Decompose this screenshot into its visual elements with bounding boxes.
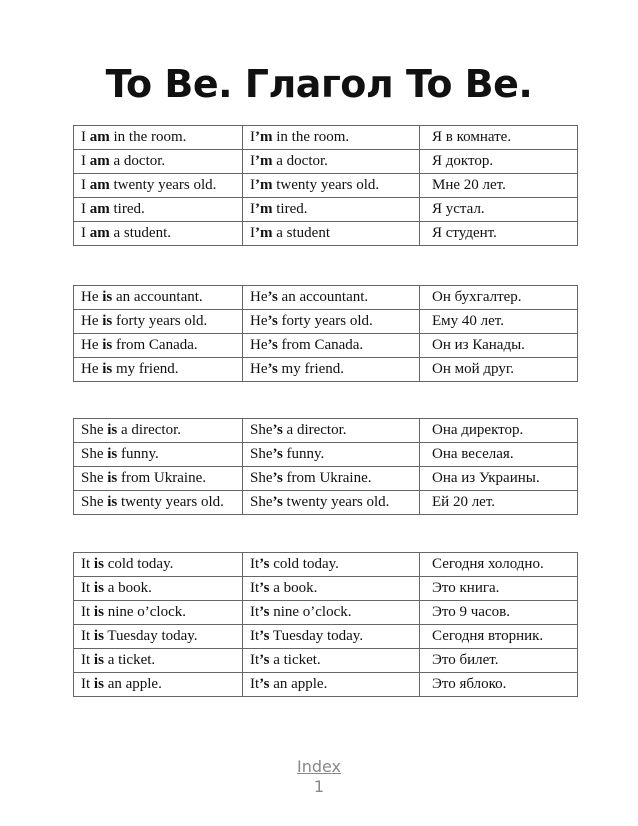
translation-cell: Это яблоко.	[420, 673, 578, 697]
rest-text: cold today.	[269, 556, 339, 572]
subject-text: It	[81, 580, 94, 596]
verb-text: is	[93, 676, 104, 692]
full-form-cell	[74, 150, 243, 174]
subject-text: It	[250, 628, 260, 644]
verb-text: is	[93, 604, 104, 620]
full-form-cell	[74, 601, 243, 625]
rest-text: in the room.	[272, 129, 350, 145]
verb-text: is	[102, 361, 113, 377]
subject-text: He	[250, 337, 268, 353]
table-row	[74, 222, 578, 246]
subject-text: She	[250, 494, 273, 510]
rest-text: from Ukraine.	[282, 470, 372, 486]
translation-cell: Ей 20 лет.	[420, 491, 578, 515]
table-row	[74, 649, 578, 673]
translation-cell: Я устал.	[420, 198, 578, 222]
verb-text: am	[89, 201, 110, 217]
phrase-table	[73, 285, 578, 382]
verb-text: ’s	[267, 313, 278, 329]
verb-text: is	[93, 652, 104, 668]
subject-text: He	[81, 289, 103, 305]
full-form-cell	[74, 553, 243, 577]
short-form-cell	[243, 222, 420, 246]
subject-text: It	[250, 652, 260, 668]
subject-text: She	[250, 470, 273, 486]
verb-text: ’s	[259, 556, 270, 572]
subject-text: It	[81, 604, 94, 620]
short-form-cell	[243, 649, 420, 673]
subject-text: I	[81, 129, 90, 145]
rest-text: a student	[272, 225, 330, 241]
verb-text: is	[107, 422, 118, 438]
page-number: 1	[313, 777, 325, 796]
translation-cell: Сегодня холодно.	[420, 553, 578, 577]
verb-text: ’m	[255, 225, 273, 241]
translation-cell: Он мой друг.	[420, 358, 578, 382]
verb-text: ’s	[259, 652, 270, 668]
full-form-cell	[74, 673, 243, 697]
table-row	[74, 310, 578, 334]
rest-text: cold today.	[103, 556, 174, 572]
rest-text: twenty years old.	[109, 177, 217, 193]
rest-text: from Canada.	[112, 337, 198, 353]
full-form-cell	[74, 198, 243, 222]
table-row	[74, 150, 578, 174]
translation-cell: Он из Канады.	[420, 334, 578, 358]
verb-text: ’s	[267, 289, 278, 305]
short-form-cell	[243, 174, 420, 198]
rest-text: forty years old.	[277, 313, 373, 329]
translation-cell: Это 9 часов.	[420, 601, 578, 625]
table-row	[74, 577, 578, 601]
verb-text: ’s	[272, 494, 283, 510]
short-form-cell	[243, 625, 420, 649]
rest-text: nine o’clock.	[103, 604, 186, 620]
verb-text: ’m	[255, 153, 273, 169]
verb-text: ’s	[272, 446, 283, 462]
subject-text: He	[81, 337, 103, 353]
table-row	[74, 198, 578, 222]
full-form-cell	[74, 467, 243, 491]
verb-text: is	[93, 628, 104, 644]
subject-text: It	[250, 676, 260, 692]
short-form-cell	[243, 334, 420, 358]
verb-text: ’s	[259, 580, 270, 596]
table-row	[74, 174, 578, 198]
phrase-table	[73, 418, 578, 515]
subject-text: It	[250, 580, 260, 596]
table-row	[74, 553, 578, 577]
subject-text: I	[81, 177, 90, 193]
page-title: To Be. Глагол To Be.	[105, 62, 533, 106]
subject-text: I	[250, 153, 255, 169]
short-form-cell	[243, 358, 420, 382]
table-row	[74, 126, 578, 150]
full-form-cell	[74, 649, 243, 673]
subject-text: She	[81, 422, 108, 438]
translation-cell: Я доктор.	[420, 150, 578, 174]
rest-text: twenty years old.	[272, 177, 380, 193]
rest-text: from Canada.	[277, 337, 364, 353]
subject-text: She	[250, 446, 273, 462]
rest-text: an apple.	[103, 676, 162, 692]
verb-text: ’s	[259, 604, 270, 620]
short-form-cell	[243, 577, 420, 601]
verb-text: ’s	[267, 337, 278, 353]
full-form-cell	[74, 443, 243, 467]
rest-text: my friend.	[277, 361, 345, 377]
short-form-cell	[243, 286, 420, 310]
rest-text: my friend.	[112, 361, 179, 377]
subject-text: He	[250, 361, 268, 377]
rest-text: a student.	[109, 225, 171, 241]
table-row	[74, 625, 578, 649]
table-row	[74, 358, 578, 382]
verb-text: ’s	[272, 422, 283, 438]
subject-text: He	[81, 361, 103, 377]
table-row	[74, 601, 578, 625]
full-form-cell	[74, 625, 243, 649]
subject-text: It	[250, 556, 260, 572]
full-form-cell	[74, 419, 243, 443]
rest-text: from Ukraine.	[117, 470, 206, 486]
rest-text: Tuesday today.	[269, 628, 364, 644]
rest-text: funny.	[282, 446, 325, 462]
translation-cell: Сегодня вторник.	[420, 625, 578, 649]
table-row	[74, 419, 578, 443]
subject-text: I	[250, 201, 255, 217]
subject-text: It	[250, 604, 260, 620]
full-form-cell	[74, 126, 243, 150]
rest-text: an accountant.	[277, 289, 369, 305]
short-form-cell	[243, 467, 420, 491]
subject-text: It	[81, 556, 94, 572]
verb-text: is	[93, 580, 104, 596]
verb-text: ’s	[267, 361, 278, 377]
rest-text: twenty years old.	[282, 494, 390, 510]
translation-cell: Я в комнате.	[420, 126, 578, 150]
translation-cell: Она веселая.	[420, 443, 578, 467]
rest-text: a ticket.	[103, 652, 156, 668]
short-form-cell	[243, 150, 420, 174]
subject-text: He	[250, 289, 268, 305]
full-form-cell	[74, 222, 243, 246]
subject-text: I	[250, 225, 255, 241]
rest-text: in the room.	[109, 129, 187, 145]
full-form-cell	[74, 286, 243, 310]
phrase-table	[73, 125, 578, 246]
rest-text: tired.	[109, 201, 145, 217]
table-row	[74, 673, 578, 697]
full-form-cell	[74, 310, 243, 334]
rest-text: nine o’clock.	[269, 604, 352, 620]
rest-text: a book.	[269, 580, 318, 596]
verb-text: ’s	[272, 470, 283, 486]
subject-text: She	[250, 422, 273, 438]
subject-text: She	[81, 494, 108, 510]
verb-text: is	[102, 337, 113, 353]
verb-text: am	[89, 153, 110, 169]
rest-text: a director.	[282, 422, 347, 438]
rest-text: forty years old.	[112, 313, 208, 329]
short-form-cell	[243, 601, 420, 625]
short-form-cell	[243, 443, 420, 467]
index-link[interactable]: Index	[296, 757, 342, 776]
subject-text: I	[81, 153, 90, 169]
verb-text: am	[89, 225, 110, 241]
table-row	[74, 491, 578, 515]
short-form-cell	[243, 553, 420, 577]
rest-text: twenty years old.	[117, 494, 224, 510]
full-form-cell	[74, 358, 243, 382]
verb-text: is	[107, 446, 118, 462]
verb-text: is	[102, 313, 113, 329]
subject-text: I	[81, 225, 90, 241]
verb-text: ’s	[259, 628, 270, 644]
translation-cell: Это книга.	[420, 577, 578, 601]
verb-text: am	[89, 177, 110, 193]
verb-text: ’m	[255, 201, 273, 217]
verb-text: is	[107, 494, 118, 510]
short-form-cell	[243, 310, 420, 334]
full-form-cell	[74, 577, 243, 601]
short-form-cell	[243, 198, 420, 222]
rest-text: a doctor.	[109, 153, 166, 169]
subject-text: It	[81, 628, 94, 644]
subject-text: She	[81, 470, 108, 486]
rest-text: a director.	[117, 422, 181, 438]
verb-text: ’s	[259, 676, 270, 692]
subject-text: I	[250, 177, 255, 193]
subject-text: It	[81, 676, 94, 692]
translation-cell: Я студент.	[420, 222, 578, 246]
verb-text: is	[102, 289, 113, 305]
verb-text: am	[89, 129, 110, 145]
rest-text: a doctor.	[272, 153, 328, 169]
short-form-cell	[243, 419, 420, 443]
subject-text: I	[250, 129, 255, 145]
subject-text: I	[81, 201, 90, 217]
translation-cell: Он бухгалтер.	[420, 286, 578, 310]
translation-cell: Это билет.	[420, 649, 578, 673]
table-row	[74, 467, 578, 491]
rest-text: an accountant.	[112, 289, 203, 305]
rest-text: an apple.	[269, 676, 328, 692]
translation-cell: Она из Украины.	[420, 467, 578, 491]
table-row	[74, 443, 578, 467]
full-form-cell	[74, 174, 243, 198]
subject-text: He	[250, 313, 268, 329]
rest-text: Tuesday today.	[103, 628, 198, 644]
rest-text: a book.	[103, 580, 152, 596]
table-row	[74, 334, 578, 358]
rest-text: a ticket.	[269, 652, 321, 668]
translation-cell: Ему 40 лет.	[420, 310, 578, 334]
short-form-cell	[243, 126, 420, 150]
short-form-cell	[243, 491, 420, 515]
full-form-cell	[74, 334, 243, 358]
translation-cell: Она директор.	[420, 419, 578, 443]
rest-text: tired.	[272, 201, 308, 217]
subject-text: It	[81, 652, 94, 668]
translation-cell: Мне 20 лет.	[420, 174, 578, 198]
verb-text: ’m	[255, 177, 273, 193]
rest-text: funny.	[117, 446, 159, 462]
full-form-cell	[74, 491, 243, 515]
short-form-cell	[243, 673, 420, 697]
subject-text: He	[81, 313, 103, 329]
phrase-table	[73, 552, 578, 697]
subject-text: She	[81, 446, 108, 462]
verb-text: is	[93, 556, 104, 572]
verb-text: is	[107, 470, 118, 486]
verb-text: ’m	[255, 129, 273, 145]
table-row	[74, 286, 578, 310]
